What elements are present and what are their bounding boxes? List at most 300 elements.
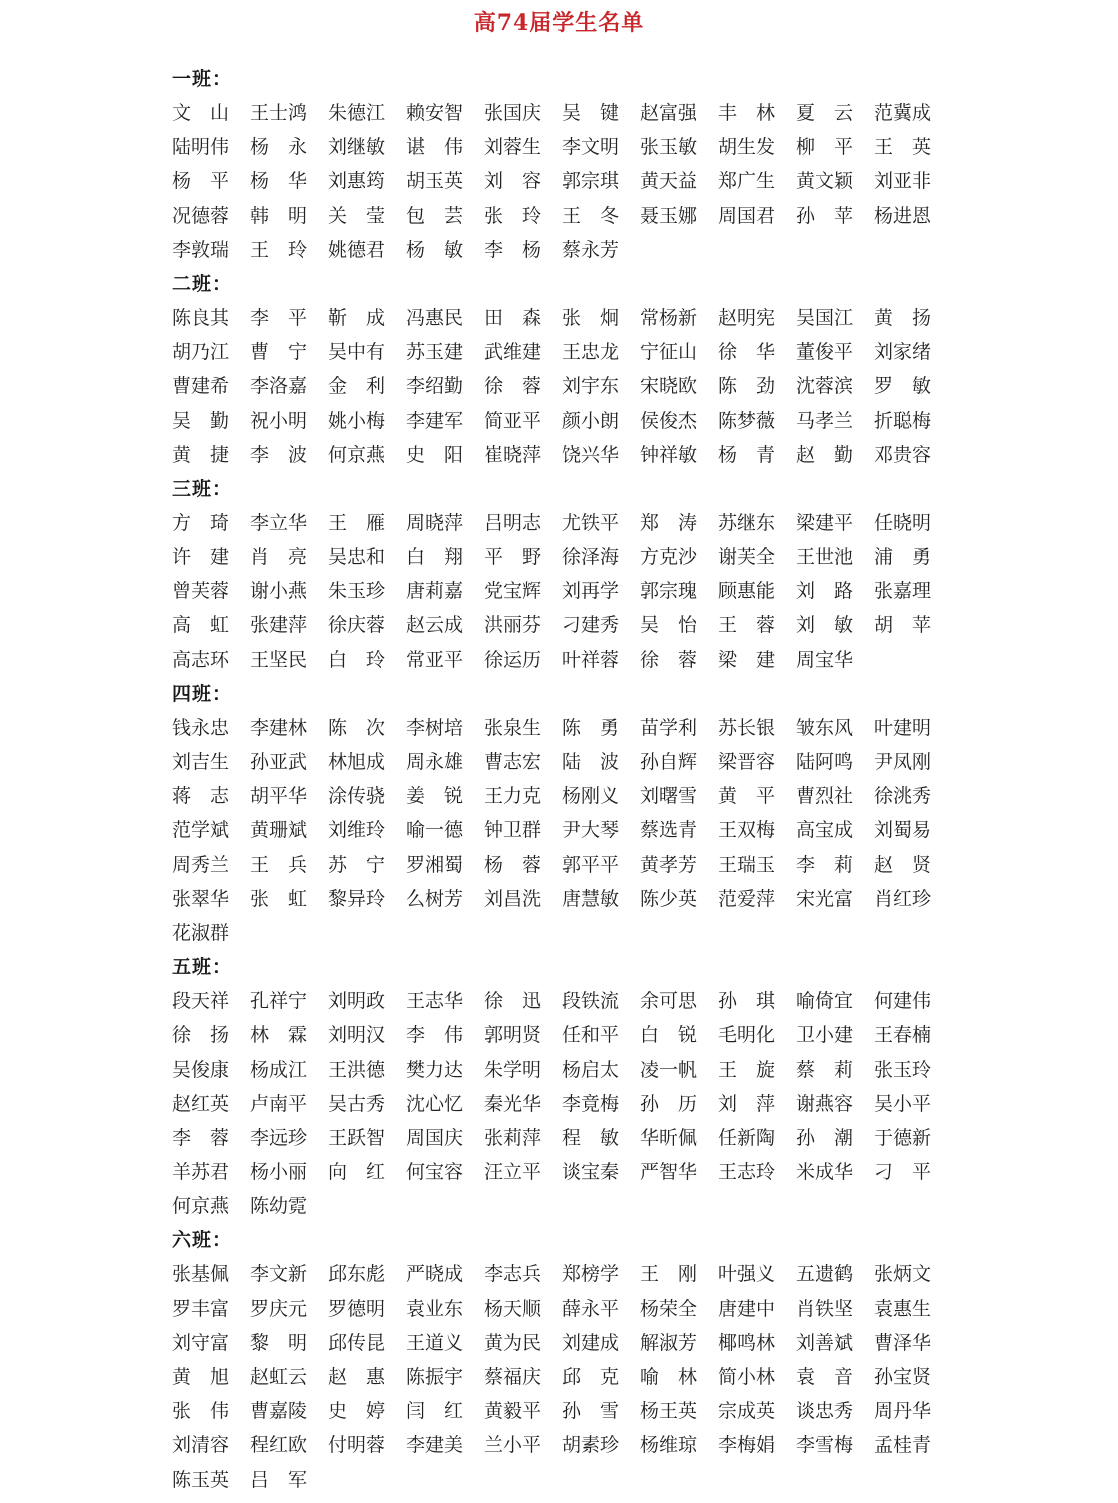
student-name: 邱东彪 (328, 1263, 386, 1286)
student-name: 柳 平 (796, 136, 854, 159)
student-name: 姚小梅 (328, 409, 386, 432)
student-name: 刘惠筠 (328, 170, 386, 193)
student-name: 常杨新 (640, 306, 698, 329)
student-name: 肖红珍 (874, 887, 932, 910)
student-name: 吴 怡 (640, 614, 698, 637)
student-name: 蒋 志 (172, 785, 230, 808)
student-name: 曹建希 (172, 375, 230, 398)
student-name: 尤铁平 (562, 511, 620, 534)
student-name: 周国君 (718, 204, 776, 227)
student-name: 赵 贤 (874, 853, 932, 876)
student-name: 李竟梅 (562, 1092, 620, 1115)
student-name: 余可思 (640, 990, 698, 1013)
student-name: 王志华 (406, 990, 464, 1013)
class-block (172, 267, 1072, 472)
student-name: 黎异玲 (328, 887, 386, 910)
student-name: 朱学明 (484, 1058, 542, 1081)
student-name: 黄天益 (640, 170, 698, 193)
student-name: 赵虹云 (250, 1366, 308, 1388)
class-heading: 四班： (172, 682, 233, 705)
student-name: 郑广生 (718, 170, 776, 193)
student-name: 丰 林 (718, 102, 776, 124)
student-name: 郭明贤 (484, 1024, 542, 1047)
student-name: 胡素珍 (562, 1434, 620, 1457)
class-block (172, 950, 1072, 1223)
student-name: 刘继敏 (328, 136, 386, 159)
class-heading: 五班： (172, 956, 233, 979)
student-name: 张 炯 (562, 306, 620, 329)
student-name: 肖铁坚 (796, 1297, 854, 1320)
student-name: 黄毅平 (484, 1400, 542, 1423)
student-name: 邓贵容 (874, 443, 932, 466)
class-block (172, 1223, 1072, 1496)
student-name: 高志环 (172, 648, 230, 671)
student-name: 郑榜学 (562, 1263, 620, 1286)
student-name: 赵 勤 (796, 443, 854, 466)
student-name: 喻 林 (640, 1366, 698, 1388)
student-name: 钟祥敏 (640, 443, 698, 466)
student-name: 张 玲 (484, 204, 542, 227)
student-name: 罗丰富 (172, 1297, 230, 1320)
student-name: 王力克 (484, 785, 542, 808)
student-name: 刘清容 (172, 1434, 230, 1457)
student-name: 苏长银 (718, 716, 776, 739)
student-name: 况德蓉 (172, 204, 230, 227)
name-list (172, 301, 1072, 472)
student-name: 李远珍 (250, 1126, 308, 1149)
student-name: 黄 扬 (874, 306, 932, 329)
student-name: 刘再学 (562, 580, 620, 603)
student-name: 赵 惠 (328, 1366, 386, 1388)
student-name: 白 锐 (640, 1024, 698, 1047)
student-name: 任和平 (562, 1024, 620, 1047)
student-name: 郭宗琪 (562, 170, 620, 193)
student-name: 刘维玲 (328, 819, 386, 842)
student-name: 姚德君 (328, 238, 386, 261)
student-name: 叶建明 (874, 716, 932, 739)
student-name: 解淑芳 (640, 1331, 698, 1354)
student-name: 常亚平 (406, 648, 464, 671)
student-name: 吕明志 (484, 511, 542, 534)
student-name: 吴中有 (328, 341, 386, 364)
student-name: 刘 容 (484, 170, 542, 193)
student-name: 聂玉娜 (640, 204, 698, 227)
student-name: 吴 键 (562, 102, 620, 124)
student-name: 陈玉英 (172, 1468, 230, 1491)
student-name: 姜 锐 (406, 785, 464, 808)
student-name: 何京燕 (172, 1195, 230, 1218)
student-name: 侯俊杰 (640, 409, 698, 432)
student-name: 王坚民 (250, 648, 308, 671)
student-name: 高 虹 (172, 614, 230, 637)
student-name: 赵富强 (640, 102, 698, 124)
student-name: 杨 青 (718, 443, 776, 466)
student-name: 曹烈社 (796, 785, 854, 808)
student-name: 杨 平 (172, 170, 230, 193)
student-name: 沈心忆 (406, 1092, 464, 1115)
student-name: 刘宇东 (562, 375, 620, 398)
student-name: 陈少英 (640, 887, 698, 910)
student-name: 饶兴华 (562, 443, 620, 466)
student-name: 毛明化 (718, 1024, 776, 1047)
student-name: 任晓明 (874, 511, 932, 534)
student-name: 羊苏君 (172, 1161, 230, 1184)
student-name: 顾惠能 (718, 580, 776, 603)
student-name: 陈幼霓 (250, 1195, 308, 1218)
student-name: 黄文颖 (796, 170, 854, 193)
student-name: 徐 华 (718, 341, 776, 364)
student-name: 刁 平 (874, 1161, 932, 1184)
student-name: 宁征山 (640, 341, 698, 364)
student-name: 杨启太 (562, 1058, 620, 1081)
student-name: 黄 旭 (172, 1366, 230, 1388)
student-name: 孙亚武 (250, 751, 308, 773)
page-title: 高74届学生名单 (473, 10, 645, 36)
student-name: 程红欧 (250, 1434, 308, 1457)
student-name: 徐泽海 (562, 546, 620, 569)
student-name: 朱玉珍 (328, 580, 386, 603)
student-name: 孙 雪 (562, 1400, 620, 1423)
student-name: 米成华 (796, 1161, 854, 1184)
student-name: 苏玉建 (406, 341, 464, 364)
student-name: 吕 军 (250, 1468, 308, 1491)
student-name: 刁建秀 (562, 614, 620, 637)
student-name: 花淑群 (172, 921, 230, 944)
student-name: 简小林 (718, 1366, 776, 1388)
student-name: 方克沙 (640, 546, 698, 569)
student-name: 白 玲 (328, 648, 386, 671)
student-name: 刘建成 (562, 1331, 620, 1354)
student-name: 王 刚 (640, 1263, 698, 1286)
student-name: 孔祥宁 (250, 990, 308, 1013)
student-name: 赵云成 (406, 614, 464, 637)
student-name: 王世池 (796, 546, 854, 569)
student-name: 李 蓉 (172, 1126, 230, 1149)
student-name: 田 森 (484, 306, 542, 329)
student-name: 袁 音 (796, 1366, 854, 1388)
student-name: 郑 涛 (640, 511, 698, 534)
student-name: 邱 克 (562, 1366, 620, 1388)
student-name: 蔡永芳 (562, 238, 620, 261)
student-name: 么树芳 (406, 887, 464, 910)
student-name: 白 翔 (406, 546, 464, 569)
student-name: 冯惠民 (406, 306, 464, 329)
student-name: 杨进恩 (874, 204, 932, 227)
student-name: 苏继东 (718, 511, 776, 534)
student-name: 周丹华 (874, 1400, 932, 1423)
student-name: 张泉生 (484, 716, 542, 739)
student-name: 王 兵 (250, 853, 308, 876)
student-name: 徐 蓉 (640, 648, 698, 671)
student-name: 刘曙雪 (640, 785, 698, 808)
student-name: 董俊平 (796, 341, 854, 364)
student-name: 杨刚义 (562, 785, 620, 808)
class-block (172, 677, 1072, 950)
student-name: 周晓萍 (406, 511, 464, 534)
student-name: 孙 苹 (796, 204, 854, 227)
student-name: 曹嘉陵 (250, 1400, 308, 1423)
student-name: 浦 勇 (874, 546, 932, 569)
student-name: 陆明伟 (172, 136, 230, 159)
student-name: 靳 成 (328, 306, 386, 329)
student-name: 金 利 (328, 375, 386, 398)
student-name: 梁晋容 (718, 751, 776, 773)
student-name: 曾芙蓉 (172, 580, 230, 603)
student-name: 曹志宏 (484, 751, 542, 773)
student-name: 刘明汉 (328, 1024, 386, 1047)
student-name: 谈忠秀 (796, 1400, 854, 1423)
student-name: 兰小平 (484, 1434, 542, 1457)
student-name: 尹凤刚 (874, 751, 932, 773)
student-name: 王 英 (874, 136, 932, 159)
student-name: 方 琦 (172, 511, 230, 534)
student-name: 胡乃江 (172, 341, 230, 364)
student-name: 黄为民 (484, 1331, 542, 1354)
student-name: 苗学利 (640, 716, 698, 739)
student-name: 凌一帆 (640, 1058, 698, 1081)
student-name: 吴忠和 (328, 546, 386, 569)
student-name: 颜小朗 (562, 409, 620, 432)
student-name: 刘家绪 (874, 341, 932, 364)
student-name: 刘 路 (796, 580, 854, 603)
student-name: 宋光富 (796, 887, 854, 910)
student-name: 王双梅 (718, 819, 776, 842)
student-name: 钱永忠 (172, 716, 230, 739)
student-name: 王春楠 (874, 1024, 932, 1047)
student-name: 张莉萍 (484, 1126, 542, 1149)
student-name: 杨成江 (250, 1058, 308, 1081)
student-name: 唐建中 (718, 1297, 776, 1320)
student-name: 李 莉 (796, 853, 854, 876)
student-name: 张玉玲 (874, 1058, 932, 1081)
student-name: 刘明政 (328, 990, 386, 1013)
student-name: 秦光华 (484, 1092, 542, 1115)
class-heading: 二班： (172, 272, 233, 295)
student-name: 文 山 (172, 102, 230, 124)
class-block (172, 472, 1072, 677)
student-name: 李立华 (250, 511, 308, 534)
student-name: 钟卫群 (484, 819, 542, 842)
student-name: 刘蓉生 (484, 136, 542, 159)
student-name: 王道义 (406, 1331, 464, 1354)
student-name: 杨 永 (250, 136, 308, 159)
student-name: 孙自辉 (640, 751, 698, 773)
student-name: 张国庆 (484, 102, 542, 124)
name-list (172, 984, 1072, 1223)
student-name: 邱传昆 (328, 1331, 386, 1354)
student-name: 李建美 (406, 1434, 464, 1457)
student-name: 陈良其 (172, 306, 230, 329)
student-name: 马孝兰 (796, 409, 854, 432)
student-name: 周秀兰 (172, 853, 230, 876)
student-name: 李文新 (250, 1263, 308, 1286)
student-name: 谌 伟 (406, 136, 464, 159)
student-name: 范学斌 (172, 819, 230, 842)
student-name: 李 波 (250, 443, 308, 466)
student-name: 闫 红 (406, 1400, 464, 1423)
student-name: 李雪梅 (796, 1434, 854, 1457)
student-name: 平 野 (484, 546, 542, 569)
student-name: 何宝容 (406, 1161, 464, 1184)
student-name: 梁建平 (796, 511, 854, 534)
student-name: 刘善斌 (796, 1331, 854, 1354)
student-name: 严晓成 (406, 1263, 464, 1286)
student-name: 朱德江 (328, 102, 386, 124)
student-name: 徐庆蓉 (328, 614, 386, 637)
student-name: 韩 明 (250, 204, 308, 227)
name-list (172, 1257, 1072, 1496)
student-name: 李树培 (406, 716, 464, 739)
student-name: 徐 扬 (172, 1024, 230, 1047)
student-name: 蔡 莉 (796, 1058, 854, 1081)
student-name: 张基佩 (172, 1263, 230, 1286)
student-name: 袁业东 (406, 1297, 464, 1320)
student-name: 陈 勇 (562, 716, 620, 739)
student-name: 杨 蓉 (484, 853, 542, 876)
student-name: 孟桂青 (874, 1434, 932, 1457)
student-name: 刘 敏 (796, 614, 854, 637)
student-name: 吴 勤 (172, 409, 230, 432)
student-name: 吴国江 (796, 306, 854, 329)
student-name: 何建伟 (874, 990, 932, 1013)
student-name: 郭宗瑰 (640, 580, 698, 603)
student-name: 汪立平 (484, 1161, 542, 1184)
student-name: 高宝成 (796, 819, 854, 842)
student-name: 刘 萍 (718, 1092, 776, 1115)
student-name: 叶祥蓉 (562, 648, 620, 671)
student-name: 段天祥 (172, 990, 230, 1013)
student-name: 王跃智 (328, 1126, 386, 1149)
student-name: 胡 苹 (874, 614, 932, 637)
student-name: 程 敏 (562, 1126, 620, 1149)
student-name: 黄孝芳 (640, 853, 698, 876)
student-name: 李建林 (250, 716, 308, 739)
student-name: 曹泽华 (874, 1331, 932, 1354)
class-heading: 三班： (172, 477, 233, 500)
student-name: 谈宝秦 (562, 1161, 620, 1184)
student-name: 简亚平 (484, 409, 542, 432)
student-name: 孙 琪 (718, 990, 776, 1013)
name-list (172, 506, 1072, 677)
student-name: 杨 敏 (406, 238, 464, 261)
student-name: 宗成英 (718, 1400, 776, 1423)
student-name: 何京燕 (328, 443, 386, 466)
student-name: 严智华 (640, 1161, 698, 1184)
student-name: 徐 蓉 (484, 375, 542, 398)
student-name: 周国庆 (406, 1126, 464, 1149)
student-name: 向 红 (328, 1161, 386, 1184)
student-name: 徐洮秀 (874, 785, 932, 808)
student-name: 喻一德 (406, 819, 464, 842)
student-name: 关 莹 (328, 204, 386, 227)
student-name: 华昕佩 (640, 1126, 698, 1149)
student-name: 李梅娟 (718, 1434, 776, 1457)
student-name: 史 阳 (406, 443, 464, 466)
student-name: 王 蓉 (718, 614, 776, 637)
class-heading: 六班： (172, 1229, 233, 1252)
student-name: 李 平 (250, 306, 308, 329)
student-name: 罗德明 (328, 1297, 386, 1320)
student-name: 喻倚宜 (796, 990, 854, 1013)
student-name: 杨维琼 (640, 1434, 698, 1457)
student-name: 涂传骁 (328, 785, 386, 808)
student-name: 王 旋 (718, 1058, 776, 1081)
student-name: 李 杨 (484, 238, 542, 261)
student-name: 苏 宁 (328, 853, 386, 876)
student-name: 宋晓欧 (640, 375, 698, 398)
student-name: 赵明宪 (718, 306, 776, 329)
student-name: 卢南平 (250, 1092, 308, 1115)
student-name: 洪丽芬 (484, 614, 542, 637)
student-name: 徐运历 (484, 648, 542, 671)
student-name: 吴古秀 (328, 1092, 386, 1115)
student-name: 陈 劲 (718, 375, 776, 398)
student-name: 袁惠生 (874, 1297, 932, 1320)
student-name: 杨 华 (250, 170, 308, 193)
student-name: 林 霖 (250, 1024, 308, 1047)
student-name: 崔晓萍 (484, 443, 542, 466)
student-name: 许 建 (172, 546, 230, 569)
student-name: 张翠华 (172, 887, 230, 910)
student-name: 黄 平 (718, 785, 776, 808)
name-list (172, 96, 1072, 267)
student-name: 张 虹 (250, 887, 308, 910)
student-name: 王 雁 (328, 511, 386, 534)
student-name: 陆 波 (562, 751, 620, 773)
class-block (172, 62, 1072, 267)
student-name: 谢芙全 (718, 546, 776, 569)
student-name: 李 伟 (406, 1024, 464, 1047)
student-name: 胡生发 (718, 136, 776, 159)
student-name: 刘吉生 (172, 751, 230, 773)
student-name: 肖 亮 (250, 546, 308, 569)
student-name: 孙 历 (640, 1092, 698, 1115)
student-name: 叶强义 (718, 1263, 776, 1286)
student-name: 杨天顺 (484, 1297, 542, 1320)
student-name: 蔡选青 (640, 819, 698, 842)
student-name: 王忠龙 (562, 341, 620, 364)
student-name: 吴小平 (874, 1092, 932, 1115)
student-name: 张 伟 (172, 1400, 230, 1423)
student-name: 李志兵 (484, 1263, 542, 1286)
student-name: 李文明 (562, 136, 620, 159)
student-name: 武维建 (484, 341, 542, 364)
student-name: 范爱萍 (718, 887, 776, 910)
student-name: 杨王英 (640, 1400, 698, 1423)
student-name: 张炳文 (874, 1263, 932, 1286)
student-name: 郭平平 (562, 853, 620, 876)
student-name: 李洛嘉 (250, 375, 308, 398)
student-name: 罗庆元 (250, 1297, 308, 1320)
student-name: 周永雄 (406, 751, 464, 773)
student-name: 胡平华 (250, 785, 308, 808)
student-name: 唐莉嘉 (406, 580, 464, 603)
student-name: 王士鸿 (250, 102, 308, 124)
student-name: 张嘉理 (874, 580, 932, 603)
student-name: 李绍勤 (406, 375, 464, 398)
student-name: 夏 云 (796, 102, 854, 124)
student-name: 范冀成 (874, 102, 932, 124)
student-name: 唐慧敏 (562, 887, 620, 910)
student-name: 王瑞玉 (718, 853, 776, 876)
student-name: 吴俊康 (172, 1058, 230, 1081)
student-name: 张建萍 (250, 614, 308, 637)
student-name: 折聪梅 (874, 409, 932, 432)
student-name: 史 婷 (328, 1400, 386, 1423)
student-name: 胡玉英 (406, 170, 464, 193)
student-name: 党宝辉 (484, 580, 542, 603)
student-name: 王洪德 (328, 1058, 386, 1081)
